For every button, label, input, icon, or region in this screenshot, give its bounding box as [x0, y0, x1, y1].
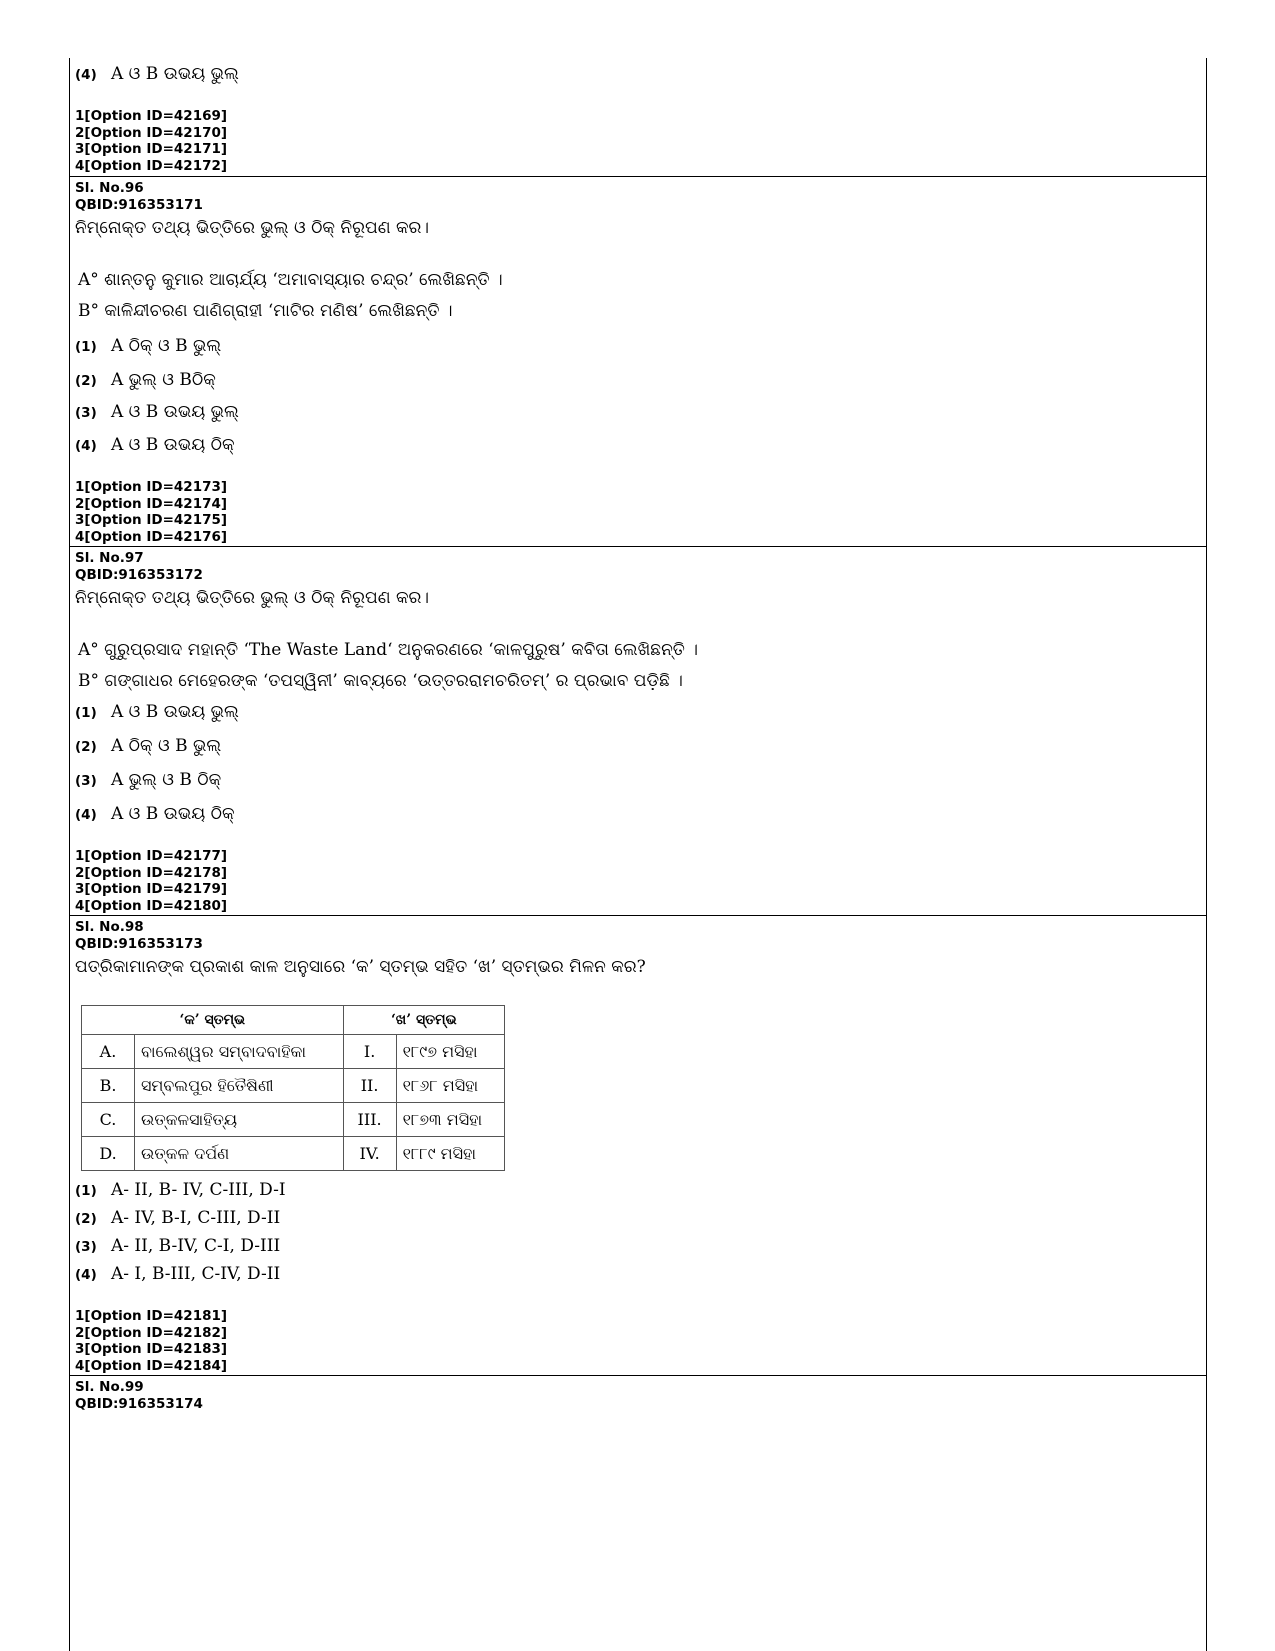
option-id: 2[Option ID=42174] [75, 495, 228, 512]
option-number: (1) [75, 1183, 97, 1199]
table-header-row [82, 1006, 505, 1035]
question-separator [70, 915, 1206, 916]
option-id: 4[Option ID=42172] [75, 157, 228, 174]
option-number: (4) [75, 438, 97, 454]
option-id: 4[Option ID=42176] [75, 528, 228, 545]
question-text: ନିମ୍ନୋକ୍ତ ତଥ୍ୟ ଭିତ୍ତିରେ ଭୁଲ୍ ଓ ଠିକ୍ ନିରୂପଣ କର। [75, 218, 430, 238]
serial-number: Sl. No.99 [75, 1379, 144, 1395]
option-row [75, 336, 221, 356]
option-number: (3) [75, 773, 97, 789]
option-text: A- II, B-IV, C-I, D-III [111, 1236, 281, 1256]
qbid: QBID:916353173 [75, 935, 203, 952]
right-label: III. [343, 1103, 396, 1137]
option-id-list [75, 108, 227, 174]
left-label: C. [82, 1103, 135, 1137]
option-row [75, 1208, 280, 1228]
right-item: ୧୮୯୭ ମସିହା [396, 1035, 504, 1069]
option-id: 1[Option ID=42181] [75, 1308, 228, 1324]
question-text: ପତ୍ରିକାମାନଙ୍କ ପ୍ରକାଶ କାଳ ଅନୁସାରେ ‘କ’ ସ୍ତମ୍ଭ ସହିତ ‘ଖ’ ସ୍ତମ୍ଭର ମିଳନ କର? [75, 957, 646, 977]
left-item: ଉତ୍କଳସାହିତ୍ୟ [135, 1103, 344, 1137]
option-number: (3) [75, 405, 97, 421]
question-separator [70, 176, 1206, 177]
table-row [82, 1035, 505, 1069]
option-id: 1[Option ID=42169] [75, 108, 228, 124]
statement-b: B° ଗଙ୍ଗାଧର ମେହେରଙ୍କ ‘ତପସ୍ୱିନୀ’ କାବ୍ୟରେ ‘ଉତ୍ତରରାମଚରିତମ୍’ ର ପ୍ରଭାବ ପଡ଼ିଛି । [78, 671, 683, 691]
option-number: (4) [75, 1267, 97, 1283]
option-row [75, 64, 239, 84]
right-item: ୧୮୮୯ ମସିହା [396, 1137, 504, 1171]
option-number: (2) [75, 1211, 97, 1227]
serial-number: Sl. No.96 [75, 180, 144, 196]
qbid: QBID:916353174 [75, 1395, 203, 1412]
option-text: A ଭୁଲ୍ ଓ B ଠିକ୍ [111, 770, 222, 790]
option-row [75, 370, 216, 390]
left-item: ସମ୍ବଲପୁର ହିତୈଷିଣୀ [135, 1069, 344, 1103]
left-label: B. [82, 1069, 135, 1103]
option-text: A ଓ B ଉଭୟ ଠିକ୍ [111, 804, 235, 824]
table-row [82, 1069, 505, 1103]
option-row [75, 804, 235, 824]
question-separator [70, 546, 1206, 547]
qbid: QBID:916353172 [75, 566, 203, 583]
option-number: (2) [75, 739, 97, 755]
option-text: A- II, B- IV, C-III, D-I [111, 1180, 286, 1200]
page-frame [69, 58, 1207, 1651]
option-id: 2[Option ID=42182] [75, 1324, 228, 1341]
option-row [75, 736, 221, 756]
option-id: 3[Option ID=42183] [75, 1341, 228, 1357]
option-text: A ଓ B ଉଭୟ ଭୁଲ୍ [111, 64, 239, 84]
statement-a: A° ଗୁରୁପ୍ରସାଦ ମହାନ୍ତି ‘The Waste Land‘ ଅନୁକରଣରେ ‘କାଳପୁରୁଷ’ କବିତା ଲେଖିଛନ୍ତି । [78, 640, 698, 660]
question-separator [70, 1375, 1206, 1376]
right-label: I. [343, 1035, 396, 1069]
option-id: 1[Option ID=42173] [75, 479, 228, 495]
option-number: (4) [75, 807, 97, 823]
left-item: ବାଲେଶ୍ୱର ସମ୍ବାଦବାହିକା [135, 1035, 344, 1069]
option-text: A- I, B-III, C-IV, D-II [111, 1264, 281, 1284]
column-header-right: ‘ଖ’ ସ୍ତମ୍ଭ [343, 1006, 504, 1035]
option-number: (4) [75, 67, 97, 83]
option-id: 1[Option ID=42177] [75, 848, 228, 864]
serial-number: Sl. No.98 [75, 919, 144, 935]
option-row [75, 402, 239, 422]
right-label: II. [343, 1069, 396, 1103]
option-text: A ଓ B ଉଭୟ ଭୁଲ୍ [111, 702, 239, 722]
question-block [70, 180, 1206, 239]
option-text: A ଓ B ଉଭୟ ଠିକ୍ [111, 435, 235, 455]
right-item: ୧୮୬୮ ମସିହା [396, 1069, 504, 1103]
option-text: A ଠିକ୍ ଓ B ଭୁଲ୍ [111, 736, 222, 756]
option-number: (2) [75, 373, 97, 389]
left-item: ଉତ୍କଳ ଦର୍ପଣ [135, 1137, 344, 1171]
option-row [75, 1264, 280, 1284]
left-label: A. [82, 1035, 135, 1069]
option-id: 4[Option ID=42184] [75, 1357, 228, 1374]
option-id-list [75, 848, 227, 914]
option-text: A ଓ B ଉଭୟ ଭୁଲ୍ [111, 402, 239, 422]
statement-b: B° କାଳିନ୍ଦୀଚରଣ ପାଣିଗ୍ରାହୀ ‘ମାଟିର ମଣିଷ’ ଲେଖିଛନ୍ତି । [78, 301, 453, 321]
option-id: 3[Option ID=42171] [75, 141, 228, 157]
match-table [81, 1005, 505, 1171]
option-id-list [75, 1308, 227, 1374]
option-text: A ଭୁଲ୍ ଓ Bଠିକ୍ [111, 370, 216, 390]
question-block [70, 919, 1206, 978]
option-row [75, 702, 239, 722]
option-row [75, 1236, 280, 1256]
table-row [82, 1137, 505, 1171]
option-id-list [75, 479, 227, 545]
option-id: 3[Option ID=42179] [75, 881, 228, 897]
option-row [75, 435, 235, 455]
option-number: (1) [75, 705, 97, 721]
qbid: QBID:916353171 [75, 196, 203, 213]
serial-number: Sl. No.97 [75, 550, 144, 566]
option-number: (3) [75, 1239, 97, 1255]
option-id: 2[Option ID=42170] [75, 124, 228, 141]
option-row [75, 770, 221, 790]
option-text: A ଠିକ୍ ଓ B ଭୁଲ୍ [111, 336, 222, 356]
table-row [82, 1103, 505, 1137]
right-label: IV. [343, 1137, 396, 1171]
option-row [75, 1180, 286, 1200]
question-text: ନିମ୍ନୋକ୍ତ ତଥ୍ୟ ଭିତ୍ତିରେ ଭୁଲ୍ ଓ ଠିକ୍ ନିରୂପଣ କର। [75, 588, 430, 608]
option-text: A- IV, B-I, C-III, D-II [111, 1208, 281, 1228]
statement-a: A° ଶାନ୍ତନୁ କୁମାର ଆଚାର୍ଯ୍ୟ ‘ଅମାବାସ୍ୟାର ଚନ୍ଦ୍ର’ ଲେଖିଛନ୍ତି । [78, 270, 503, 290]
right-item: ୧୮୭୩ ମସିହା [396, 1103, 504, 1137]
left-label: D. [82, 1137, 135, 1171]
option-id: 2[Option ID=42178] [75, 864, 228, 881]
column-header-left: ‘କ’ ସ୍ତମ୍ଭ [82, 1006, 344, 1035]
question-block [70, 550, 1206, 609]
option-id: 3[Option ID=42175] [75, 512, 228, 528]
option-id: 4[Option ID=42180] [75, 897, 228, 914]
option-number: (1) [75, 339, 97, 355]
question-block [70, 1379, 1206, 1412]
